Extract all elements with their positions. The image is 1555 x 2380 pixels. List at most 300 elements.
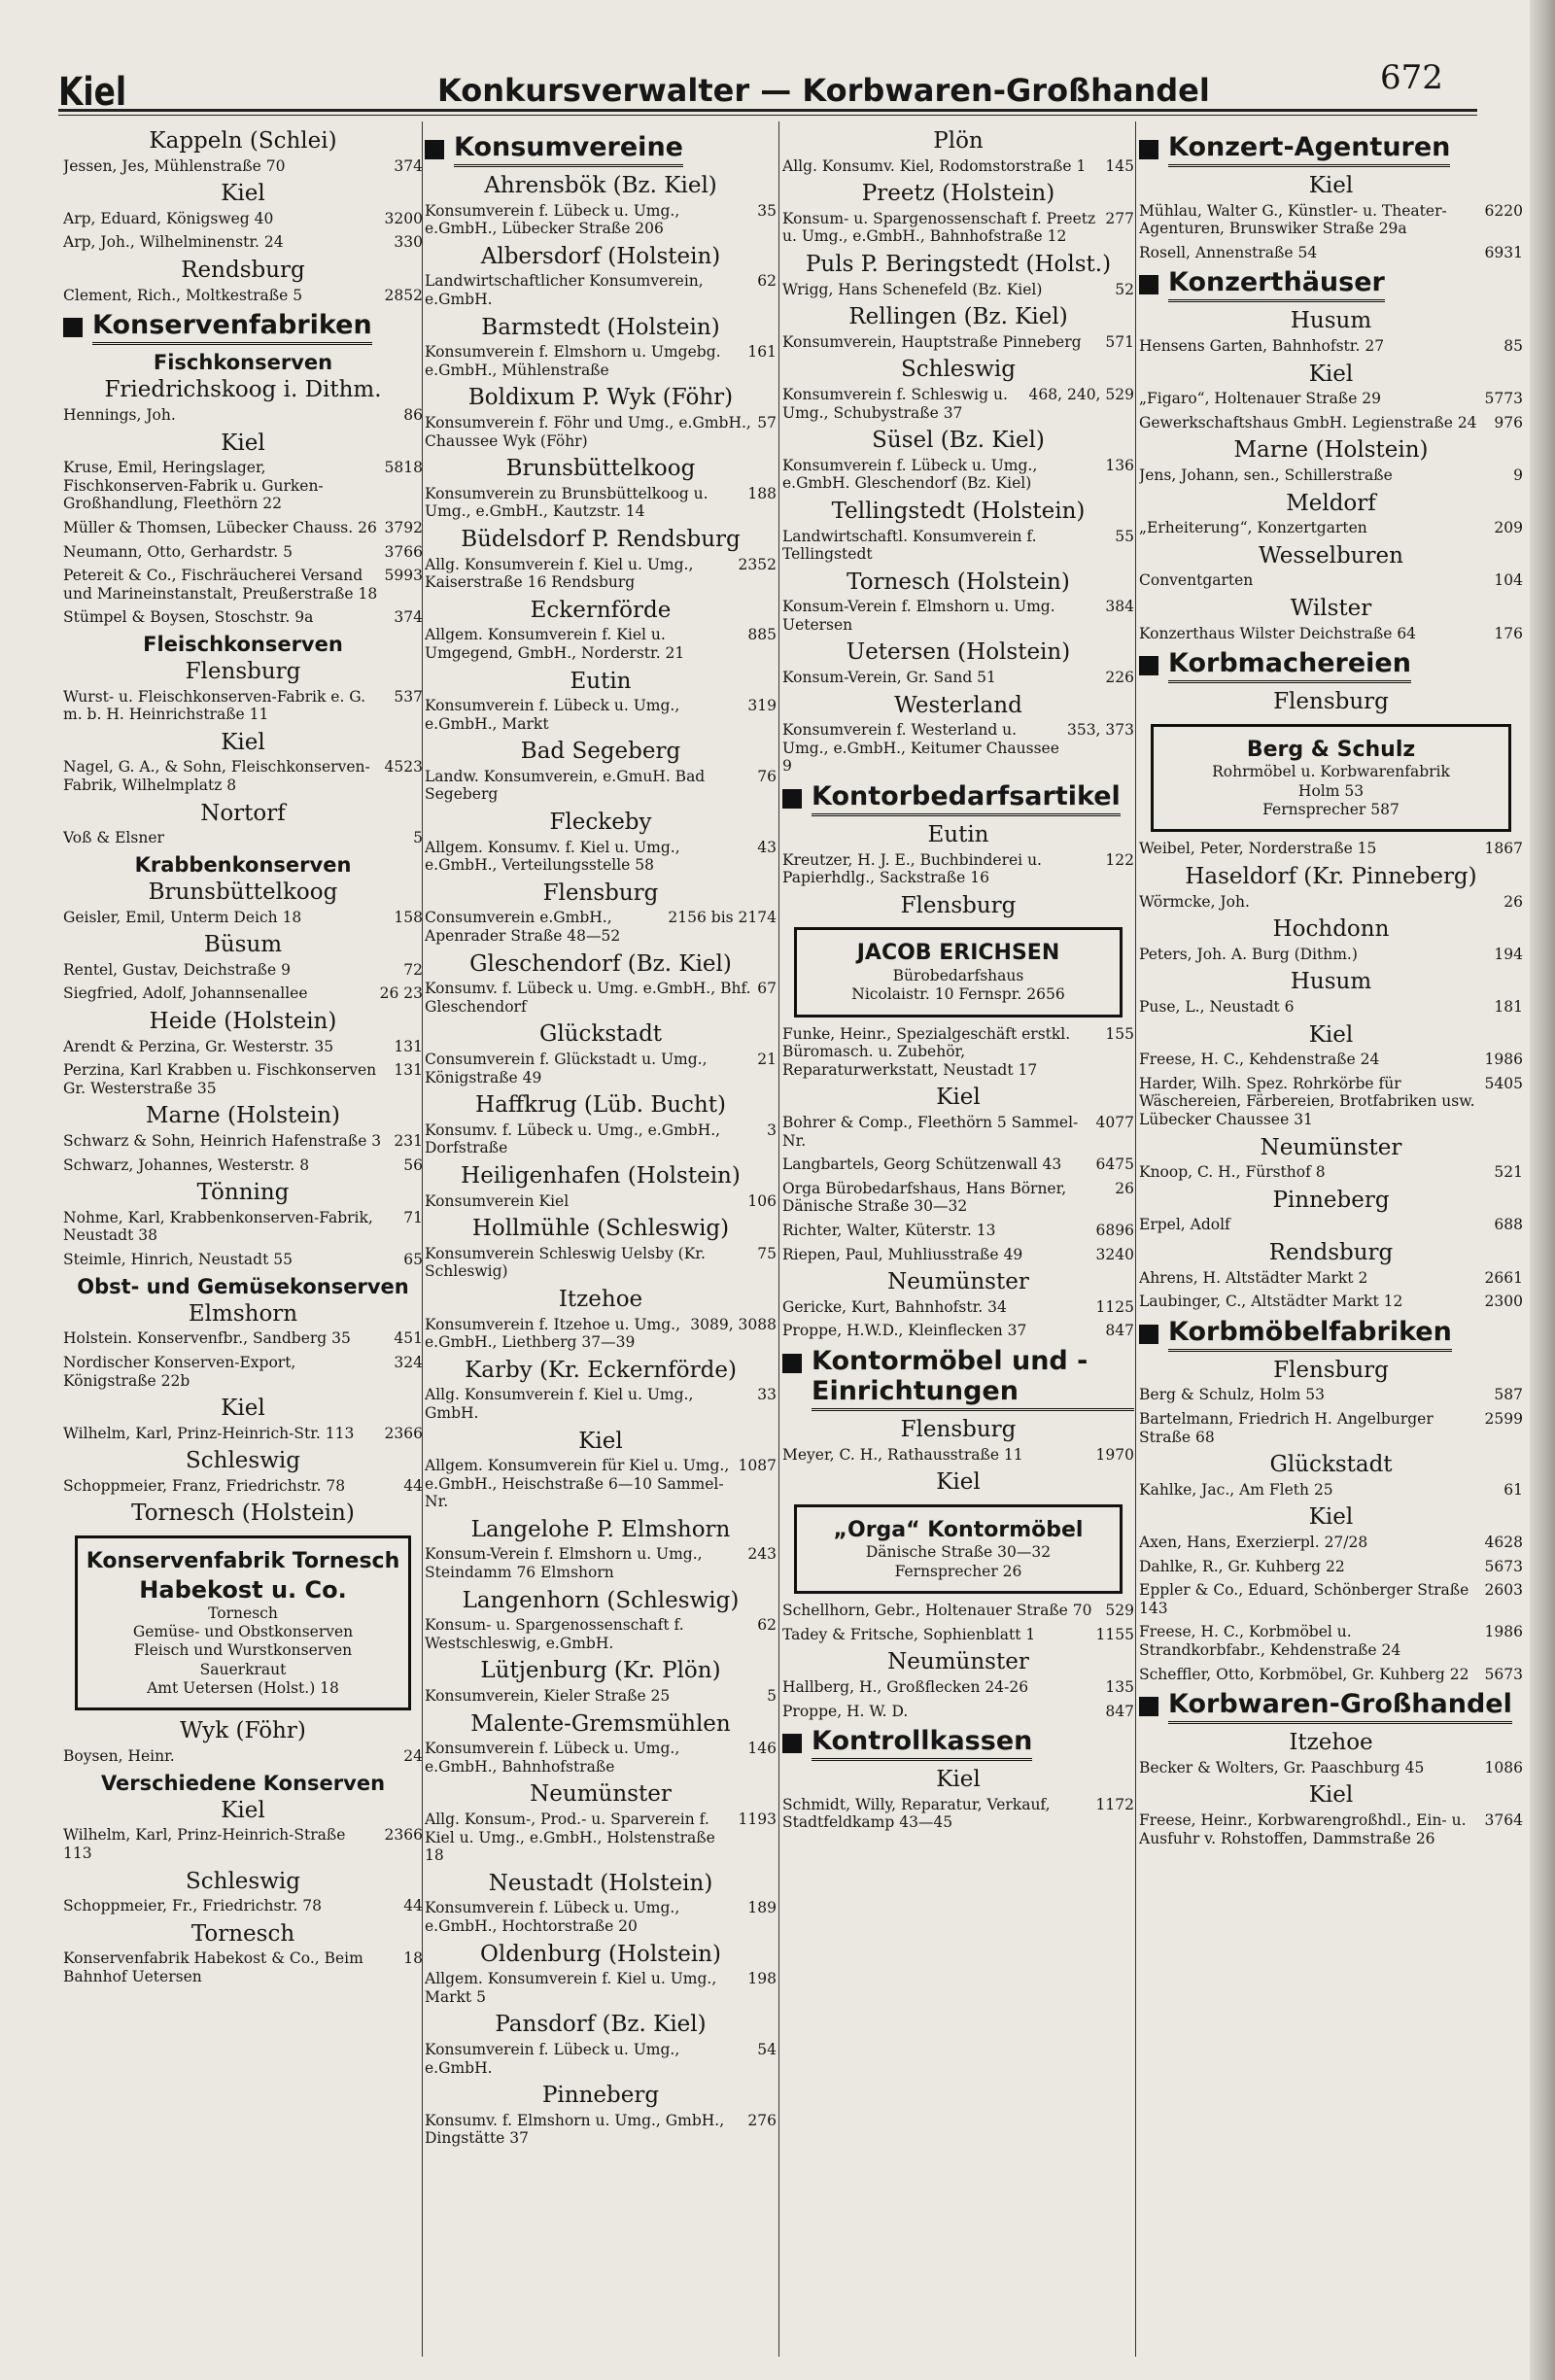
listing-name: Conventgarten: [1139, 571, 1254, 590]
listing-phone: 43: [757, 838, 777, 856]
listing-name: Konsumv. f. Elmshorn u. Umg., GmbH., Dingstätte 37: [425, 2111, 725, 2148]
listing-name: Schellhorn, Gebr., Holtenauer Straße 70: [782, 1602, 1092, 1620]
listing-entry: [425, 2041, 777, 2077]
listing-name: Müller & Thomsen, Lübecker Chauss. 26: [63, 518, 377, 536]
listing-entry: [425, 556, 777, 592]
town-heading: Süsel (Bz. Kiel): [872, 428, 1045, 454]
listing-entry: [782, 386, 1134, 422]
town-heading: Flensburg: [1273, 1357, 1389, 1383]
listing-entry: [1139, 466, 1523, 485]
category-title: Kontorbedarfsartikel: [812, 781, 1121, 816]
category-bullet-icon: [1139, 1325, 1158, 1344]
advertisement-line: Dänische Straße 30—32: [865, 1543, 1052, 1562]
listing-name: Konsumverein f. Schleswig u. Umg., Schubystraße 37: [782, 385, 1008, 422]
listing-name: Arendt & Perzina, Gr. Westerstr. 35: [63, 1037, 334, 1055]
town-heading: Haseldorf (Kr. Pinneberg): [1185, 864, 1477, 890]
listing-entry: [782, 457, 1134, 493]
listing-entry: [1139, 1759, 1523, 1777]
listing-name: Allgem. Konsumverein f. Kiel u. Umg., Markt 5: [425, 1970, 717, 2006]
listing-name: Nohme, Karl, Krabbenkonserven-Fabrik, Neustadt 38: [63, 1208, 373, 1245]
listing-phone: 1125: [1095, 1297, 1134, 1316]
town-heading: Pansdorf (Bz. Kiel): [495, 2012, 707, 2038]
listing-entry: [1139, 1410, 1523, 1446]
listing-phone: 5673: [1484, 1557, 1523, 1575]
category-heading: [1139, 132, 1523, 167]
town-heading: Marne (Holstein): [1233, 437, 1429, 464]
listing-entry: [1139, 337, 1523, 356]
listing-entry: [1139, 1811, 1523, 1847]
town-heading: Itzehoe: [558, 1286, 643, 1312]
listing-name: „Erheiterung“, Konzertgarten: [1139, 519, 1367, 537]
listing-entry: [63, 1156, 423, 1175]
listing-name: Hallberg, H., Großflecken 24-26: [782, 1677, 1029, 1696]
listing-phone: 5818: [384, 459, 423, 477]
listing-entry: [425, 1687, 777, 1706]
town-heading: Wesselburen: [1259, 542, 1403, 569]
listing-phone: 62: [757, 1616, 777, 1635]
listing-name: Meyer, C. H., Rathausstraße 11: [782, 1445, 1023, 1464]
town-heading: Kiel: [1308, 1504, 1354, 1531]
advertisement-line: Amt Uetersen (Holst.) 18: [147, 1679, 339, 1698]
header-rule: [58, 109, 1477, 112]
town-heading: Gleschendorf (Bz. Kiel): [469, 950, 732, 977]
listing-entry: [425, 1811, 777, 1865]
column-2: [425, 126, 777, 2362]
listing-entry: [782, 1446, 1134, 1465]
listing-phone: 135: [1105, 1677, 1134, 1696]
town-heading: Kiel: [1308, 173, 1354, 199]
listing-name: Petereit & Co., Fischräucherei Versand und Marineinstanstalt, Preußerstraße 18: [63, 567, 378, 603]
town-heading: Barmstedt (Holstein): [481, 314, 720, 340]
category-title: Konsumvereine: [454, 132, 683, 167]
town-heading: Glückstadt: [1269, 1452, 1393, 1478]
column-3: [782, 126, 1134, 2362]
category-bullet-icon: [1139, 275, 1158, 294]
listing-phone: 44: [403, 1476, 423, 1495]
listing-entry: [425, 485, 777, 521]
listing-name: Erpel, Adolf: [1139, 1216, 1230, 1234]
town-heading: Malente-Gremsmühlen: [470, 1710, 731, 1737]
town-heading: Brunsbüttelkoog: [505, 456, 696, 482]
advertisement-line: Holm 53: [1297, 781, 1365, 800]
listing-name: Konservenfabrik Habekost & Co., Beim Bahnhof Uetersen: [63, 1949, 363, 1985]
town-heading: Eutin: [927, 822, 989, 848]
listing-name: Knoop, C. H., Fürsthof 8: [1139, 1163, 1326, 1182]
listing-phone: 4077: [1095, 1114, 1134, 1132]
town-heading: Friedrichskoog i. Dithm.: [104, 377, 382, 403]
town-heading: Kiel: [936, 1085, 981, 1111]
town-heading: Langenhorn (Schleswig): [462, 1587, 740, 1613]
listing-phone: 67: [757, 980, 777, 998]
listing-entry: [1139, 1581, 1523, 1617]
town-heading: Kiel: [578, 1428, 623, 1454]
listing-entry: [1139, 840, 1523, 858]
listing-phone: 1986: [1484, 1623, 1523, 1641]
town-heading: Fleckeby: [549, 810, 652, 836]
category-title: Korbwaren-Großhandel: [1168, 1689, 1512, 1724]
listing-entry: [782, 210, 1134, 246]
category-bullet-icon: [1139, 656, 1158, 675]
listing-entry: [63, 1747, 423, 1766]
listing-name: Freese, Heinr., Korbwarengroßhdl., Ein- u. Ausfuhr v. Rohstoffen, Dammstraße 26: [1139, 1811, 1467, 1847]
listing-entry: [782, 1796, 1134, 1832]
town-heading: Kiel: [1308, 1782, 1354, 1809]
town-heading: Flensburg: [1273, 689, 1389, 715]
listing-entry: [63, 1425, 423, 1443]
listing-name: Wrigg, Hans Schenefeld (Bz. Kiel): [782, 280, 1043, 298]
listing-entry: [1139, 1163, 1523, 1182]
listing-name: Boysen, Heinr.: [63, 1747, 175, 1766]
town-heading: Uetersen (Holstein): [846, 639, 1071, 666]
listing-entry: [1139, 1623, 1523, 1659]
listing-phone: 76: [757, 767, 777, 785]
category-heading: [1139, 1689, 1523, 1724]
subcategory-heading: Verschiedene Konserven: [100, 1771, 386, 1795]
listing-phone: 106: [747, 1191, 777, 1210]
listing-phone: 571: [1105, 332, 1134, 351]
town-heading: Hollmühle (Schleswig): [471, 1216, 730, 1242]
listing-phone: 4523: [384, 758, 423, 776]
listing-phone: 374: [394, 156, 423, 175]
town-heading: Kiel: [936, 1767, 981, 1793]
advertisement-box: [75, 1535, 411, 1710]
listing-name: Rentel, Gustav, Deichstraße 9: [63, 960, 291, 979]
listing-name: Gewerkschaftshaus GmbH. Legienstraße 24: [1139, 413, 1477, 431]
listing-phone: 6475: [1095, 1156, 1134, 1174]
listing-entry: [425, 202, 777, 238]
category-heading: [782, 1346, 1134, 1411]
advertisement-line: Fleisch und Wurstkonserven: [133, 1641, 353, 1660]
town-heading: Nortorf: [200, 800, 286, 826]
town-heading: Lütjenburg (Kr. Plön): [480, 1658, 721, 1684]
listing-name: Tadey & Fritsche, Sophienblatt 1: [782, 1625, 1036, 1643]
listing-phone: 24: [403, 1747, 423, 1766]
listing-name: Wörmcke, Joh.: [1139, 892, 1250, 911]
listing-name: Weibel, Peter, Norderstraße 15: [1139, 840, 1377, 858]
category-heading: [63, 310, 423, 345]
listing-name: Berg & Schulz, Holm 53: [1139, 1386, 1325, 1404]
category-title: Kontormöbel und -Einrichtungen: [812, 1346, 1134, 1411]
listing-entry: [425, 1457, 777, 1511]
town-heading: Kiel: [221, 181, 265, 207]
listing-entry: [425, 1970, 777, 2006]
listing-name: Konsumverein Kiel: [425, 1191, 570, 1210]
listing-name: Allg. Konsumv. Kiel, Rodomstorstraße 1: [782, 156, 1087, 175]
header-place: Kiel: [58, 70, 127, 115]
listing-name: Bohrer & Comp., Fleethörn 5 Sammel-Nr.: [782, 1114, 1079, 1150]
listing-name: Nagel, G. A., & Sohn, Fleischkonserven-Fabrik, Wilhelmplatz 8: [63, 758, 370, 795]
listing-entry: [63, 1038, 423, 1056]
town-heading: Kiel: [221, 430, 265, 456]
listing-phone: 2603: [1484, 1581, 1523, 1600]
listing-name: Proppe, H. W. D.: [782, 1702, 909, 1720]
advertisement-line: Bürobedarfshaus: [892, 966, 1024, 984]
listing-phone: 158: [394, 908, 423, 926]
listing-entry: [782, 598, 1134, 634]
town-heading: Haffkrug (Lüb. Bucht): [475, 1092, 726, 1119]
listing-phone: 209: [1494, 519, 1523, 537]
category-bullet-icon: [63, 318, 83, 337]
listing-entry: [63, 1897, 423, 1915]
listing-name: Konsumverein f. Itzehoe u. Umg., e.GmbH., Liethberg 37—39: [425, 1315, 681, 1352]
listing-phone: 181: [1494, 998, 1523, 1017]
listing-entry: [782, 333, 1134, 352]
town-heading: Flensburg: [900, 892, 1017, 918]
listing-entry: [782, 1114, 1134, 1150]
listing-phone: 26 23: [379, 984, 423, 1003]
listing-name: Jens, Johann, sen., Schillerstraße: [1139, 466, 1393, 485]
category-title: Korbmöbelfabriken: [1168, 1317, 1452, 1352]
listing-phone: 2366: [384, 1424, 423, 1442]
listing-phone: 1172: [1095, 1795, 1134, 1813]
listing-entry: [425, 1245, 777, 1281]
listing-name: Konsumv. f. Lübeck u. Umg. e.GmbH., Bhf. Gleschendorf: [425, 980, 751, 1016]
listing-name: Mühlau, Walter G., Künstler- u. Theater-Agenturen, Brunswiker Straße 29a: [1139, 201, 1447, 238]
listing-name: Landw. Konsumverein, e.GmuH. Bad Segeberg: [425, 767, 706, 804]
listing-entry: [1139, 1481, 1523, 1500]
listing-name: Konsumverein f. Lübeck u. Umg., e.GmbH.: [425, 2040, 680, 2077]
listing-entry: [63, 210, 423, 228]
category-title: Konzert-Agenturen: [1168, 132, 1450, 167]
listing-entry: [425, 697, 777, 733]
listing-entry: [782, 1222, 1134, 1240]
listing-entry: [63, 543, 423, 562]
listing-name: Funke, Heinr., Spezialgeschäft erstkl. Büromasch. u. Zubehör, Reparaturwerkstatt, Neustadt 17: [782, 1024, 1071, 1079]
town-heading: Flensburg: [900, 1417, 1017, 1443]
listing-name: Schoppmeier, Fr., Friedrichstr. 78: [63, 1897, 322, 1915]
listing-name: Wurst- u. Fleischkonserven-Fabrik e. G. m. b. H. Heinrichstraße 11: [63, 687, 366, 724]
listing-phone: 1193: [738, 1811, 777, 1829]
listing-phone: 885: [747, 626, 777, 644]
listing-phone: 468, 240, 529: [1028, 385, 1134, 403]
page-number: 672: [1380, 58, 1443, 97]
listing-entry: [1139, 1558, 1523, 1576]
listing-name: Perzina, Karl Krabben u. Fischkonserven Gr. Westerstraße 35: [63, 1061, 377, 1097]
listing-phone: 324: [394, 1353, 423, 1371]
town-heading: Boldixum P. Wyk (Föhr): [467, 385, 734, 411]
listing-phone: 176: [1494, 624, 1523, 642]
listing-name: Holstein. Konservenfbr., Sandberg 35: [63, 1329, 351, 1348]
listing-name: Becker & Wolters, Gr. Paaschburg 45: [1139, 1758, 1425, 1776]
column-divider: [778, 121, 779, 2357]
listing-phone: 3: [767, 1121, 777, 1139]
listing-phone: 161: [747, 343, 777, 362]
town-heading: Heiligenhafen (Holstein): [461, 1162, 741, 1189]
listing-name: Schmidt, Willy, Reparatur, Verkauf, Stadtfeldkamp 43—45: [782, 1795, 1051, 1832]
category-heading: [782, 781, 1134, 816]
listing-entry: [1139, 390, 1523, 408]
listing-name: Konsum- u. Spargenossenschaft f. Westschleswig, e.GmbH.: [425, 1616, 684, 1652]
town-heading: Ahrensbök (Bz. Kiel): [484, 173, 717, 199]
listing-entry: [782, 1678, 1134, 1697]
listing-entry: [63, 567, 423, 603]
advertisement-line: JACOB ERICHSEN: [856, 941, 1060, 966]
listing-entry: [63, 688, 423, 724]
listing-phone: 198: [747, 1970, 777, 1988]
listing-phone: 3766: [384, 542, 423, 561]
subcategory-heading: Krabbenkonserven: [134, 852, 352, 877]
listing-entry: [1139, 946, 1523, 964]
category-title: Kontrollkassen: [812, 1726, 1032, 1761]
listing-phone: 277: [1105, 209, 1134, 227]
listing-phone: 18: [403, 1949, 423, 1968]
listing-entry: [782, 1626, 1134, 1644]
town-heading: Tornesch (Holstein): [847, 569, 1070, 595]
listing-name: Konsumverein f. Lübeck u. Umg., e.GmbH., Markt: [425, 697, 680, 733]
listing-entry: [782, 1246, 1134, 1264]
listing-phone: 243: [747, 1545, 777, 1564]
advertisement-line: Tornesch: [208, 1604, 278, 1622]
listing-entry: [1139, 1051, 1523, 1069]
listing-name: Neumann, Otto, Gerhardstr. 5: [63, 542, 293, 561]
listing-entry: [425, 1899, 777, 1935]
listing-phone: 3792: [384, 518, 423, 536]
town-heading: Albersdorf (Holstein): [480, 243, 721, 269]
listing-name: Konsumverein, Kieler Straße 25: [425, 1687, 671, 1706]
listing-entry: [425, 1051, 777, 1087]
town-heading: Flensburg: [542, 880, 659, 906]
town-heading: Schleswig: [186, 1448, 300, 1474]
town-heading: Rendsburg: [181, 257, 305, 283]
town-heading: Tellingstedt (Holstein): [831, 498, 1086, 524]
town-heading: Kiel: [1308, 1021, 1354, 1048]
town-heading: Itzehoe: [1289, 1730, 1373, 1756]
listing-name: Konsum-Verein f. Elmshorn u. Umg., Steindamm 76 Elmshorn: [425, 1545, 703, 1582]
listing-entry: [782, 721, 1134, 776]
listing-name: Laubinger, C., Altstädter Markt 12: [1139, 1293, 1403, 1311]
listing-phone: 35: [757, 201, 777, 220]
listing-phone: 5773: [1484, 390, 1523, 408]
listing-entry: [63, 1826, 423, 1862]
listing-name: Arp, Eduard, Königsweg 40: [63, 209, 274, 227]
town-heading: Bad Segeberg: [520, 739, 681, 765]
listing-name: Konsumverein Schleswig Uelsby (Kr. Schleswig): [425, 1244, 706, 1281]
listing-entry: [63, 758, 423, 794]
town-heading: Preetz (Holstein): [861, 181, 1055, 207]
listing-entry: [425, 414, 777, 450]
listing-phone: 374: [394, 608, 423, 627]
listing-name: Konsumverein f. Lübeck u. Umg., e.GmbH., Hochtorstraße 20: [425, 1899, 680, 1935]
listing-phone: 3240: [1095, 1245, 1134, 1263]
listing-phone: 6931: [1484, 243, 1523, 261]
listing-phone: 2156 bis 2174: [668, 909, 777, 927]
listing-entry: [1139, 893, 1523, 912]
advertisement-line: Rohrmöbel u. Korbwarenfabrik: [1212, 763, 1450, 781]
listing-phone: 54: [757, 2040, 777, 2058]
listing-phone: 61: [1503, 1480, 1523, 1499]
listing-entry: [63, 157, 423, 176]
listing-entry: [63, 829, 423, 847]
listing-phone: 847: [1105, 1702, 1134, 1720]
category-heading: [425, 132, 777, 167]
category-bullet-icon: [1139, 140, 1158, 159]
listing-phone: 56: [403, 1156, 423, 1174]
listing-entry: [63, 1251, 423, 1269]
town-heading: Husum: [1290, 308, 1372, 334]
listing-entry: [425, 768, 777, 804]
listing-name: Konsumverein zu Brunsbüttelkoog u. Umg., e.GmbH., Kautzstr. 14: [425, 484, 708, 521]
listing-entry: [1139, 625, 1523, 643]
listing-phone: 136: [1105, 456, 1134, 474]
listing-name: Konsumverein f. Lübeck u. Umg., e.GmbH. Gleschendorf (Bz. Kiel): [782, 456, 1038, 493]
listing-name: Schwarz, Johannes, Westerstr. 8: [63, 1156, 310, 1174]
listing-name: Proppe, H.W.D., Kleinflecken 37: [782, 1322, 1027, 1340]
listing-name: Freese, H. C., Korbmöbel u. Strandkorbfabr., Kehdenstraße 24: [1139, 1623, 1401, 1659]
town-heading: Oldenburg (Holstein): [480, 1941, 721, 1967]
listing-phone: 44: [403, 1897, 423, 1915]
header-range: Konkursverwalter — Korbwaren-Großhandel: [437, 72, 1210, 109]
listing-phone: 3764: [1484, 1811, 1523, 1829]
listing-name: Konsumverein f. Lübeck u. Umg., e.GmbH., Bahnhofstraße: [425, 1740, 680, 1776]
town-heading: Neumünster: [887, 1649, 1029, 1675]
listing-entry: [782, 157, 1134, 176]
listing-name: Richter, Walter, Küterstr. 13: [782, 1222, 996, 1240]
listing-entry: [63, 1477, 423, 1496]
listing-entry: [425, 2112, 777, 2148]
listing-name: Hensens Garten, Bahnhofstr. 27: [1139, 337, 1385, 356]
listing-entry: [782, 528, 1134, 564]
town-heading: Langelohe P. Elmshorn: [470, 1516, 731, 1542]
listing-entry: [63, 1061, 423, 1097]
listing-phone: 57: [757, 413, 777, 431]
listing-entry: [425, 1545, 777, 1581]
listing-phone: 587: [1494, 1386, 1523, 1404]
listing-entry: [425, 1386, 777, 1422]
advertisement-line: Gemüse- und Obstkonserven: [132, 1622, 354, 1640]
town-heading: Kiel: [1308, 361, 1354, 387]
listing-name: Riepen, Paul, Muhliusstraße 49: [782, 1245, 1023, 1263]
town-heading: Schleswig: [186, 1868, 300, 1894]
category-bullet-icon: [782, 1354, 802, 1373]
listing-entry: [1139, 1666, 1523, 1684]
listing-phone: 1970: [1095, 1445, 1134, 1464]
listing-phone: 33: [757, 1386, 777, 1404]
listing-phone: 451: [394, 1329, 423, 1348]
listing-entry: [63, 1354, 423, 1390]
town-heading: Neumünster: [530, 1781, 672, 1808]
listing-name: Scheffler, Otto, Korbmöbel, Gr. Kuhberg 22: [1139, 1665, 1469, 1683]
listing-name: Jessen, Jes, Mühlenstraße 70: [63, 156, 286, 175]
listing-entry: [782, 669, 1134, 687]
listing-name: Landwirtschaftl. Konsumverein f. Tellingstedt: [782, 527, 1037, 564]
listing-entry: [425, 909, 777, 945]
listing-name: Konsumverein f. Föhr und Umg., e.GmbH., Chaussee Wyk (Föhr): [425, 413, 751, 450]
listing-phone: 5: [767, 1687, 777, 1706]
advertisement-line: Habekost u. Co.: [139, 1575, 347, 1604]
listing-phone: 72: [403, 960, 423, 979]
listing-entry: [425, 1121, 777, 1157]
listing-phone: 976: [1494, 413, 1523, 431]
town-heading: Kiel: [221, 729, 265, 755]
town-heading: Kappeln (Schlei): [149, 128, 337, 154]
listing-phone: 146: [747, 1740, 777, 1758]
category-bullet-icon: [1139, 1697, 1158, 1716]
listing-name: Konsumverein f. Lübeck u. Umg., e.GmbH., Lübecker Straße 206: [425, 201, 680, 238]
listing-phone: 155: [1105, 1024, 1134, 1043]
column-1: [63, 126, 423, 2362]
listing-phone: 1086: [1484, 1758, 1523, 1776]
listing-name: Allg. Konsumverein f. Kiel u. Umg., GmbH.: [425, 1386, 694, 1422]
town-heading: Schleswig: [901, 357, 1016, 383]
listing-phone: 2352: [738, 555, 777, 573]
listing-entry: [63, 459, 423, 513]
listing-name: Puse, L., Neustadt 6: [1139, 998, 1295, 1017]
listing-entry: [425, 1316, 777, 1352]
listing-entry: [63, 1209, 423, 1245]
listing-phone: 1155: [1095, 1625, 1134, 1643]
listing-phone: 5993: [384, 567, 423, 585]
listing-phone: 2599: [1484, 1409, 1523, 1428]
